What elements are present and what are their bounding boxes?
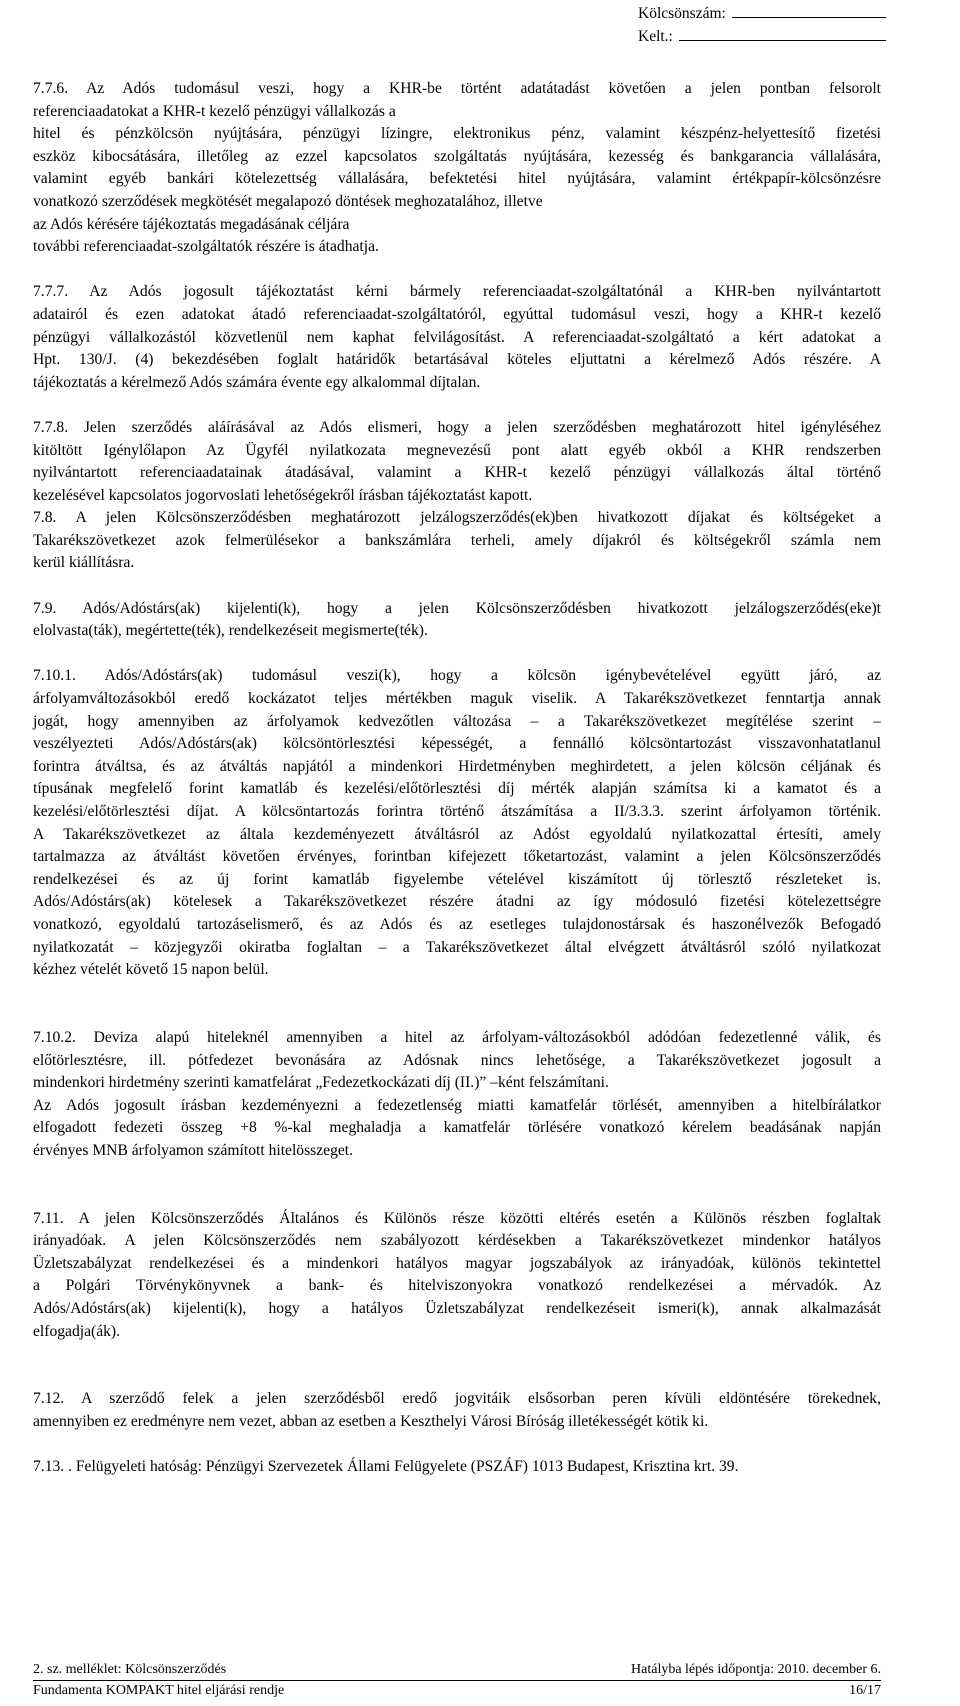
page-number: 16/17 <box>849 1683 881 1698</box>
text-line: veszélyezteti Adós/Adóstárs(ak) kölcsöntörlesztési képességét, a fennálló kölcsöntartozást visszavonhatatlanul <box>33 735 881 753</box>
section-7-11 <box>33 1208 881 1344</box>
footer-effective-date: Hatályba lépés időpontja: 2010. december 6. <box>631 1662 881 1677</box>
text-line: elfogadott fedezeti összeg +8 %-kal meghaladja a kamatfelár törlésére vonatkozó kérelem beadásának napján <box>33 1119 881 1137</box>
text-line: kitöltött Igénylőlapon Az Ügyfél nyilatkozata megnevezésű pont alatt egyéb okból a KHR rendszerben <box>33 441 881 459</box>
footer-row-top <box>33 1660 881 1680</box>
section-7-7-7 <box>33 281 881 394</box>
text-line: vonatkozó szerződések megkötését megalapozó döntések meghozatalához, illetve <box>33 192 543 210</box>
section-7-10-2 <box>33 1027 881 1163</box>
text-line: elfogadja(ák). <box>33 1322 121 1340</box>
text-line: 7.11. A jelen Kölcsönszerződés Általános és Különös része közötti eltérés esetén a Különös részben foglaltak <box>33 1209 881 1227</box>
text-line: 7.9. Adós/Adóstárs(ak) kijelenti(k), hogy a jelen Kölcsönszerződésben hivatkozott jelzálogszerződés(eke)t <box>33 599 881 617</box>
text-line: eszköz kibocsátására, illetőleg az ezzel kapcsolatos szolgáltatás nyújtására, kezesség és bankgarancia vállalására, <box>33 147 881 165</box>
text-line: A Takarékszövetkezet az általa kezdeményezett átváltásról az Adóst egyoldalú nyilatkozattal értesíti, amely <box>33 825 881 843</box>
text-line: 7.13. . Felügyeleti hatóság: Pénzügyi Szervezetek Állami Felügyelete (PSZÁF) 1013 Budapest, Krisztina krt. 39. <box>33 1458 739 1476</box>
text-line: 7.7.8. Jelen szerződés aláírásával az Adós elismeri, hogy a jelen szerződésben meghatározott hitel igényléséhez <box>33 418 881 436</box>
text-line: kezelésével kapcsolatos jogorvoslati lehetőségekről írásban tájékoztatást kapott. <box>33 486 533 504</box>
section-7-9 <box>33 598 881 643</box>
contract-number-line <box>638 2 886 25</box>
text-line: elolvasta(ták), megértette(ték), rendelkezéseit megismerte(ték). <box>33 622 428 640</box>
text-line: 7.10.2. Deviza alapú hiteleknél amennyiben a hitel az árfolyam-változásokból adódóan fedezetlenné válik, és <box>33 1028 881 1046</box>
text-line: típusának megfelelő forint kamatláb és kezelési/előtörlesztési díj mérték alapján számítsa ki a kamatot és a <box>33 780 881 798</box>
text-line: 7.7.6. Az Adós tudomásul veszi, hogy a KHR-be történt adatátadást követően a jelen pontban felsorolt <box>33 80 881 97</box>
text-line: irányadóak. A jelen Kölcsönszerződés nem szabályozott kérdésekben a Takarékszövetkezet mindenkor hatályos <box>33 1232 881 1250</box>
text-line: nyilatkozatát – közjegyzői okiratba foglaltan – a Takarékszövetkezet által elvégzett átváltásról szóló nyilatkozat <box>33 938 881 956</box>
text-line: mindenkori hirdetmény szerinti kamatfelárat „Fedezetkockázati díj (II.)” –ként felszámítani. <box>33 1074 609 1092</box>
text-line: kezelési/előtörlesztési díjat. A kölcsöntartozás forintra történő átszámítása a II/3.3.3. szerint árfolyamon történik. <box>33 803 881 820</box>
text-line: árfolyamváltozásokból eredő kockázatot teljes mértékben maguk viselik. A Takarékszövetkezet fenntartja annak <box>33 690 881 708</box>
text-line: Adós/Adóstárs(ak) kötelesek a Takarékszövetkezet részére átadni az így módosuló fizetési kötelezettségre <box>33 893 881 911</box>
page-header <box>638 2 886 48</box>
text-line: Az Adós jogosult írásban kezdeményezni a fedezetlenség miatti kamatfelár törlését, amennyiben a hitelbírálatkor <box>33 1096 881 1114</box>
text-line: kézhez vételét követő 15 napon belül. <box>33 961 269 979</box>
text-line: 7.12. A szerződő felek a jelen szerződésből eredő jogvitáik elsősorban peren kívüli eldöntésére törekednek, <box>33 1390 881 1408</box>
text-line: amennyiben ez eredményre nem vezet, abban az esetben a Keszthelyi Városi Bíróság illetékességét kötik ki. <box>33 1413 709 1431</box>
text-line: rendelkezései és az új forint kamatláb figyelembe vételével kiszámított új törlesztő részleteket is. <box>33 870 881 888</box>
text-line: további referenciaadat-szolgáltatók részére is átadhatja. <box>33 238 379 256</box>
text-line: valamint egyéb bankári kötelezettség vállalására, befektetési hitel nyújtására, valamint értékpapír-kölcsönzésre <box>33 170 881 188</box>
text-line: tájékoztatás a kérelmező Adós számára évente egy alkalommal díjtalan. <box>33 373 481 391</box>
footer-annex: 2. sz. melléklet: Kölcsönszerződés <box>33 1662 227 1677</box>
text-line: hitel és pénzkölcsön nyújtására, pénzügyi lízingre, elektronikus pénz, valamint készpénz-helyettesítő fizetési <box>33 125 881 143</box>
contract-number-blank <box>732 2 886 18</box>
text-line: 7.7.7. Az Adós jogosult tájékoztatást kérni bármely referenciaadat-szolgáltatónál a KHR-ben nyilvántartott <box>33 283 881 301</box>
text-line: Hpt. 130/J. (4) bekezdésében foglalt határidők betartásával köteles eljuttatni a kérelmező Adós részére. A <box>33 351 881 369</box>
text-line: érvényes MNB árfolyamon számított hitelösszeget. <box>33 1141 354 1159</box>
date-label: Kelt.: <box>638 28 673 45</box>
text-line: pénzügyi vállalkozástól közvetlenül nem kaphat felvilágosítást. A referenciaadat-szolgáltató a kért adatokat a <box>33 328 881 346</box>
section-7-13 <box>33 1456 881 1479</box>
page-footer <box>33 1660 881 1701</box>
text-line: 7.8. A jelen Kölcsönszerződésben meghatározott jelzálogszerződés(ek)ben hivatkozott díjakat és költségeket a <box>33 509 881 527</box>
section-7-7-8 <box>33 417 881 575</box>
text-line: adatairól és ezen adatokat átadó referenciaadat-szolgáltatóról, egyúttal tudomásul veszi, hogy a KHR-t kezelő <box>33 305 881 323</box>
section-7-12 <box>33 1388 881 1433</box>
text-line: 7.10.1. Adós/Adóstárs(ak) tudomásul veszi(k), hogy a kölcsön igénybevételével együtt járó, az <box>33 667 881 685</box>
text-line: előtörlesztésre, ill. pótfedezet bevonására az Adósnak nincs lehetősége, a Takarékszövetkezet jogosult a <box>33 1051 881 1069</box>
text-line: tartalmazza az átváltást követően érvényes, forintban kifejezett tőketartozást, valamint a jelen Kölcsönszerződés <box>33 848 881 866</box>
text-line: nyilvántartott referenciaadatainak átadásával, valamint a KHR-t kezelő pénzügyi vállalkozás által történő <box>33 464 881 482</box>
text-line: a Polgári Törvénykönyvnek a bank- és hitelviszonyokra vonatkozó rendelkezései a mérvadók. Az <box>33 1277 881 1295</box>
text-line: referenciaadatokat a KHR-t kezelő pénzügyi vállalkozás a <box>33 102 396 120</box>
text-line: jogát, hogy amennyiben az árfolyamok kedvezőtlen változása – a Takarékszövetkezet megítélése szerint – <box>33 712 881 730</box>
text-line: forintra átváltsa, és az átváltás napjától a mindenkori Hirdetményben meghirdetett, a jelen kölcsön céljának és <box>33 757 881 775</box>
date-blank <box>679 25 886 41</box>
text-line: vonatkozó, egyoldalú tartozáselismerő, és az Adós és az esetleges tulajdonostársak és haszonélvezők Befogadó <box>33 915 881 933</box>
text-line: Takarékszövetkezet azok felmerülésekor a bankszámlára terheli, amely díjakról és költségekről számla nem <box>33 531 881 549</box>
date-line <box>638 25 886 48</box>
text-line: kerül kiállításra. <box>33 554 135 572</box>
text-line: Adós/Adóstárs(ak) kijelenti(k), hogy a hatályos Üzletszabályzat rendelkezéseit ismeri(k), annak alkalmazását <box>33 1300 881 1318</box>
section-7-7-6 <box>33 78 881 259</box>
contract-number-label: Kölcsönszám: <box>638 5 726 22</box>
text-line: az Adós kérésére tájékoztatás megadásának céljára <box>33 215 350 233</box>
footer-row-bottom <box>33 1680 881 1701</box>
footer-procedure: Fundamenta KOMPAKT hitel eljárási rendje <box>33 1683 285 1698</box>
document-body <box>33 78 881 1479</box>
section-7-10-1 <box>33 665 881 981</box>
text-line: Üzletszabályzat rendelkezései és a mindenkori hatályos magyar jogszabályok az irányadóak, különös tekintettel <box>33 1254 881 1272</box>
